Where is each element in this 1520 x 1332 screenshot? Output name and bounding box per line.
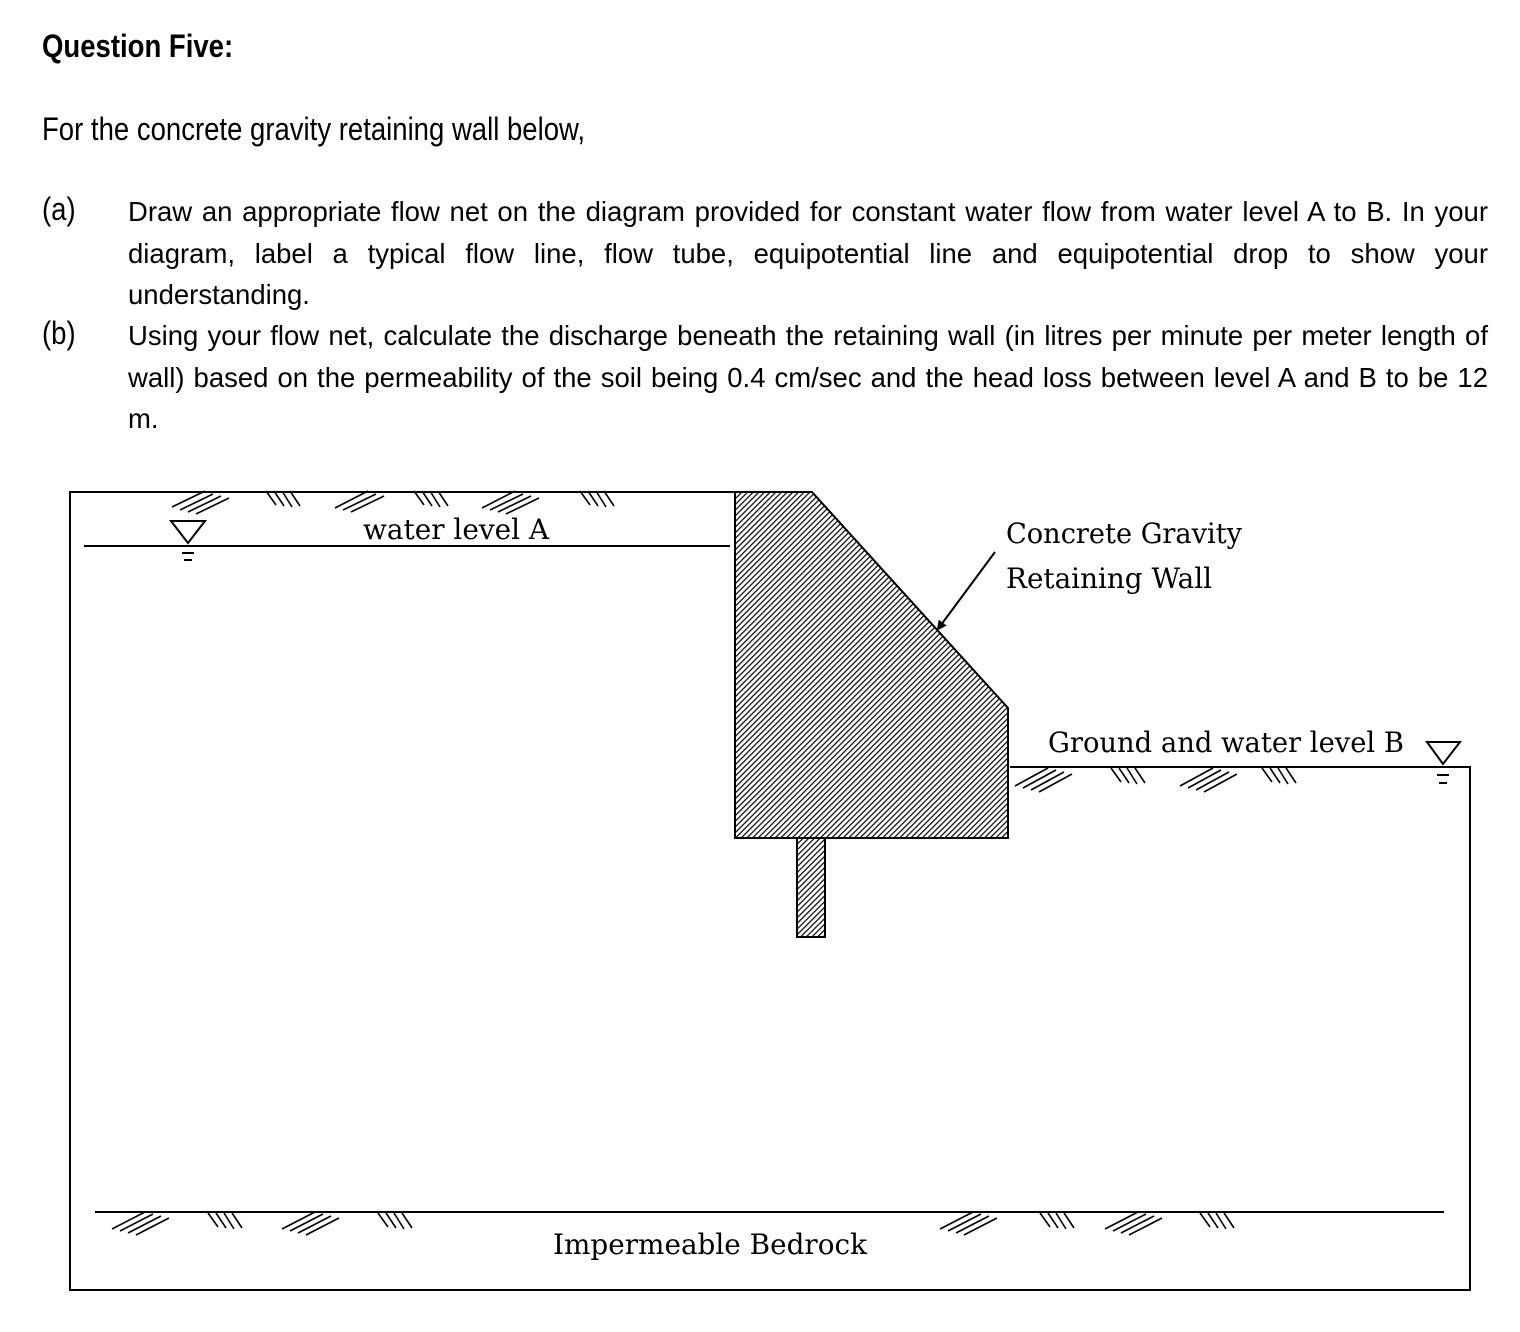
ground-hatch-top bbox=[172, 491, 614, 514]
wall-label-line1: Concrete Gravity bbox=[1006, 517, 1243, 550]
bedrock-label: Impermeable Bedrock bbox=[553, 1228, 869, 1261]
water-table-symbol-a bbox=[171, 521, 205, 560]
part-a-text: Draw an appropriate flow net on the diagram provided for constant water flow from water level A to B. In your diagram, label a typical flow line, flow tube, equipotential line and equipotential drop to show your understanding. bbox=[128, 196, 1488, 310]
question-intro: For the concrete gravity retaining wall below, bbox=[42, 111, 586, 147]
water-table-symbol-b bbox=[1427, 742, 1460, 783]
ground-hatch-b bbox=[1015, 768, 1296, 792]
part-b-text: Using your flow net, calculate the discharge beneath the retaining wall (in litres per minute per meter length of wall) based on the permeability of the soil being 0.4 cm/sec and the head loss between level A and B to be 12 m. bbox=[128, 320, 1488, 434]
part-a-label: (a) bbox=[42, 191, 76, 227]
ground-water-level-b-label: Ground and water level B bbox=[1048, 726, 1404, 759]
part-b-label: (b) bbox=[42, 315, 76, 351]
retaining-wall-body bbox=[735, 492, 1008, 838]
cutoff-key bbox=[797, 838, 825, 937]
wall-label-line2: Retaining Wall bbox=[1006, 562, 1213, 595]
wall-label-arrow bbox=[938, 552, 995, 629]
question-title: Question Five: bbox=[42, 28, 234, 64]
water-level-a-label: water level A bbox=[363, 513, 550, 546]
